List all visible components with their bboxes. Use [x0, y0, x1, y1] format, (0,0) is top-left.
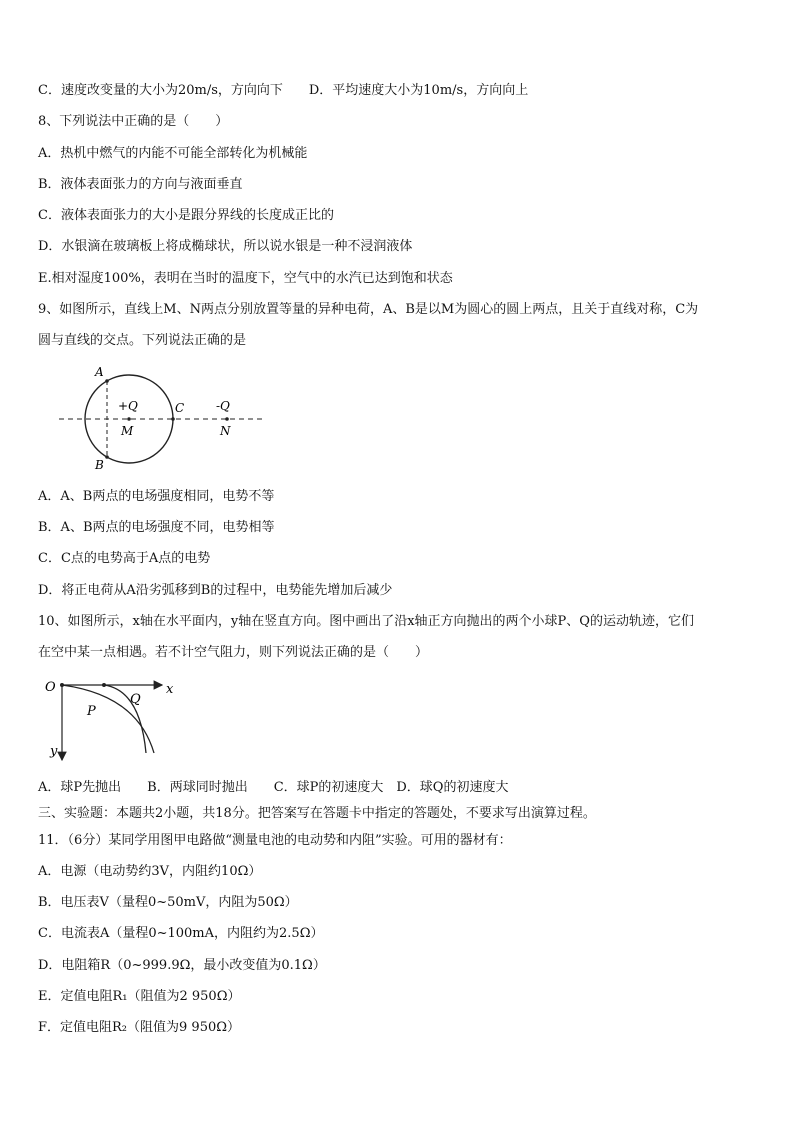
q9-point-b	[105, 455, 109, 459]
q9-option-d: D．将正电荷从A沿劣弧移到B的过程中，电势能先增加后减少	[38, 583, 393, 598]
q11-item-c: C．电流表A（量程0~100mA，内阻约为2.5Ω）	[38, 926, 324, 941]
q9-stem-1: 9、如图所示，直线上M、N两点分别放置等量的异种电荷，A、B是以M为圆心的圆上两点，且关于直线对称，C为	[38, 302, 699, 317]
q10-label-q: Q	[130, 692, 141, 707]
q9-label-c: C	[175, 401, 185, 415]
q10-stem-2: 在空中某一点相遇。若不计空气阻力，则下列说法正确的是（ ）	[38, 645, 429, 660]
q9-stem-2: 圆与直线的交点。下列说法正确的是	[38, 333, 247, 348]
q10-label-p: P	[87, 704, 96, 719]
q11-item-e: E．定值电阻R₁（阻值为2 950Ω）	[38, 989, 241, 1004]
q7-option-c-d: C．速度改变量的大小为20m/s，方向向下 D．平均速度大小为10m/s，方向向上	[38, 83, 529, 98]
q8-stem: 8、下列说法中正确的是（ ）	[38, 114, 229, 129]
q8-option-a: A．热机中燃气的内能不可能全部转化为机械能	[38, 146, 308, 161]
q8-option-c: C．液体表面张力的大小是跟分界线的长度成正比的	[38, 208, 334, 223]
q10-label-x: x	[166, 682, 174, 697]
q9-label-n: N	[220, 424, 231, 438]
q9-label-a: A	[95, 365, 104, 379]
q10-stem-1: 10、如图所示，x轴在水平面内，y轴在竖直方向。图中画出了沿x轴正方向抛出的两个小球P、Q的运动轨迹，它们	[38, 614, 694, 629]
q9-label-m: M	[121, 424, 134, 438]
q11-item-f: F．定值电阻R₂（阻值为9 950Ω）	[38, 1020, 241, 1035]
q10-label-y: y	[50, 744, 58, 759]
q9-option-a: A．A、B两点的电场强度相同，电势不等	[38, 489, 275, 504]
q8-option-b: B．液体表面张力的方向与液面垂直	[38, 177, 243, 192]
q9-point-n	[225, 417, 229, 421]
q10-options: A．球P先抛出 B．两球同时抛出 C．球P的初速度大 D．球Q的初速度大	[38, 780, 509, 795]
q11-item-a: A．电源（电动势约3V，内阻约10Ω）	[38, 864, 262, 879]
q11-item-d: D．电阻箱R（0~999.9Ω，最小改变值为0.1Ω）	[38, 958, 326, 973]
q10-label-o: O	[45, 680, 56, 695]
q9-figure	[55, 362, 270, 477]
q9-label-minus-q: -Q	[216, 399, 230, 413]
q9-point-c	[171, 417, 175, 421]
q11-item-b: B．电压表V（量程0~50mV，内阻为50Ω）	[38, 895, 298, 910]
q9-option-c: C．C点的电势高于A点的电势	[38, 551, 211, 566]
q10-figure	[42, 675, 187, 765]
q9-label-b: B	[95, 458, 104, 472]
q9-point-m	[127, 417, 131, 421]
q9-label-plus-q: +Q	[118, 399, 138, 413]
q11-stem: 11．（6分）某同学用图甲电路做“测量电池的电动势和内阻”实验。可用的器材有：	[38, 833, 512, 848]
q9-point-a	[105, 379, 109, 383]
q8-option-e: E.相对湿度100%，表明在当时的温度下，空气中的水汽已达到饱和状态	[38, 271, 453, 286]
q9-option-b: B．A、B两点的电场强度不同，电势相等	[38, 520, 275, 535]
section-3-heading: 三、实验题：本题共2小题，共18分。把答案写在答题卡中指定的答题处，不要求写出演算过程。	[38, 806, 596, 821]
q8-option-d: D．水银滴在玻璃板上将成椭球状，所以说水银是一种不浸润液体	[38, 239, 413, 254]
